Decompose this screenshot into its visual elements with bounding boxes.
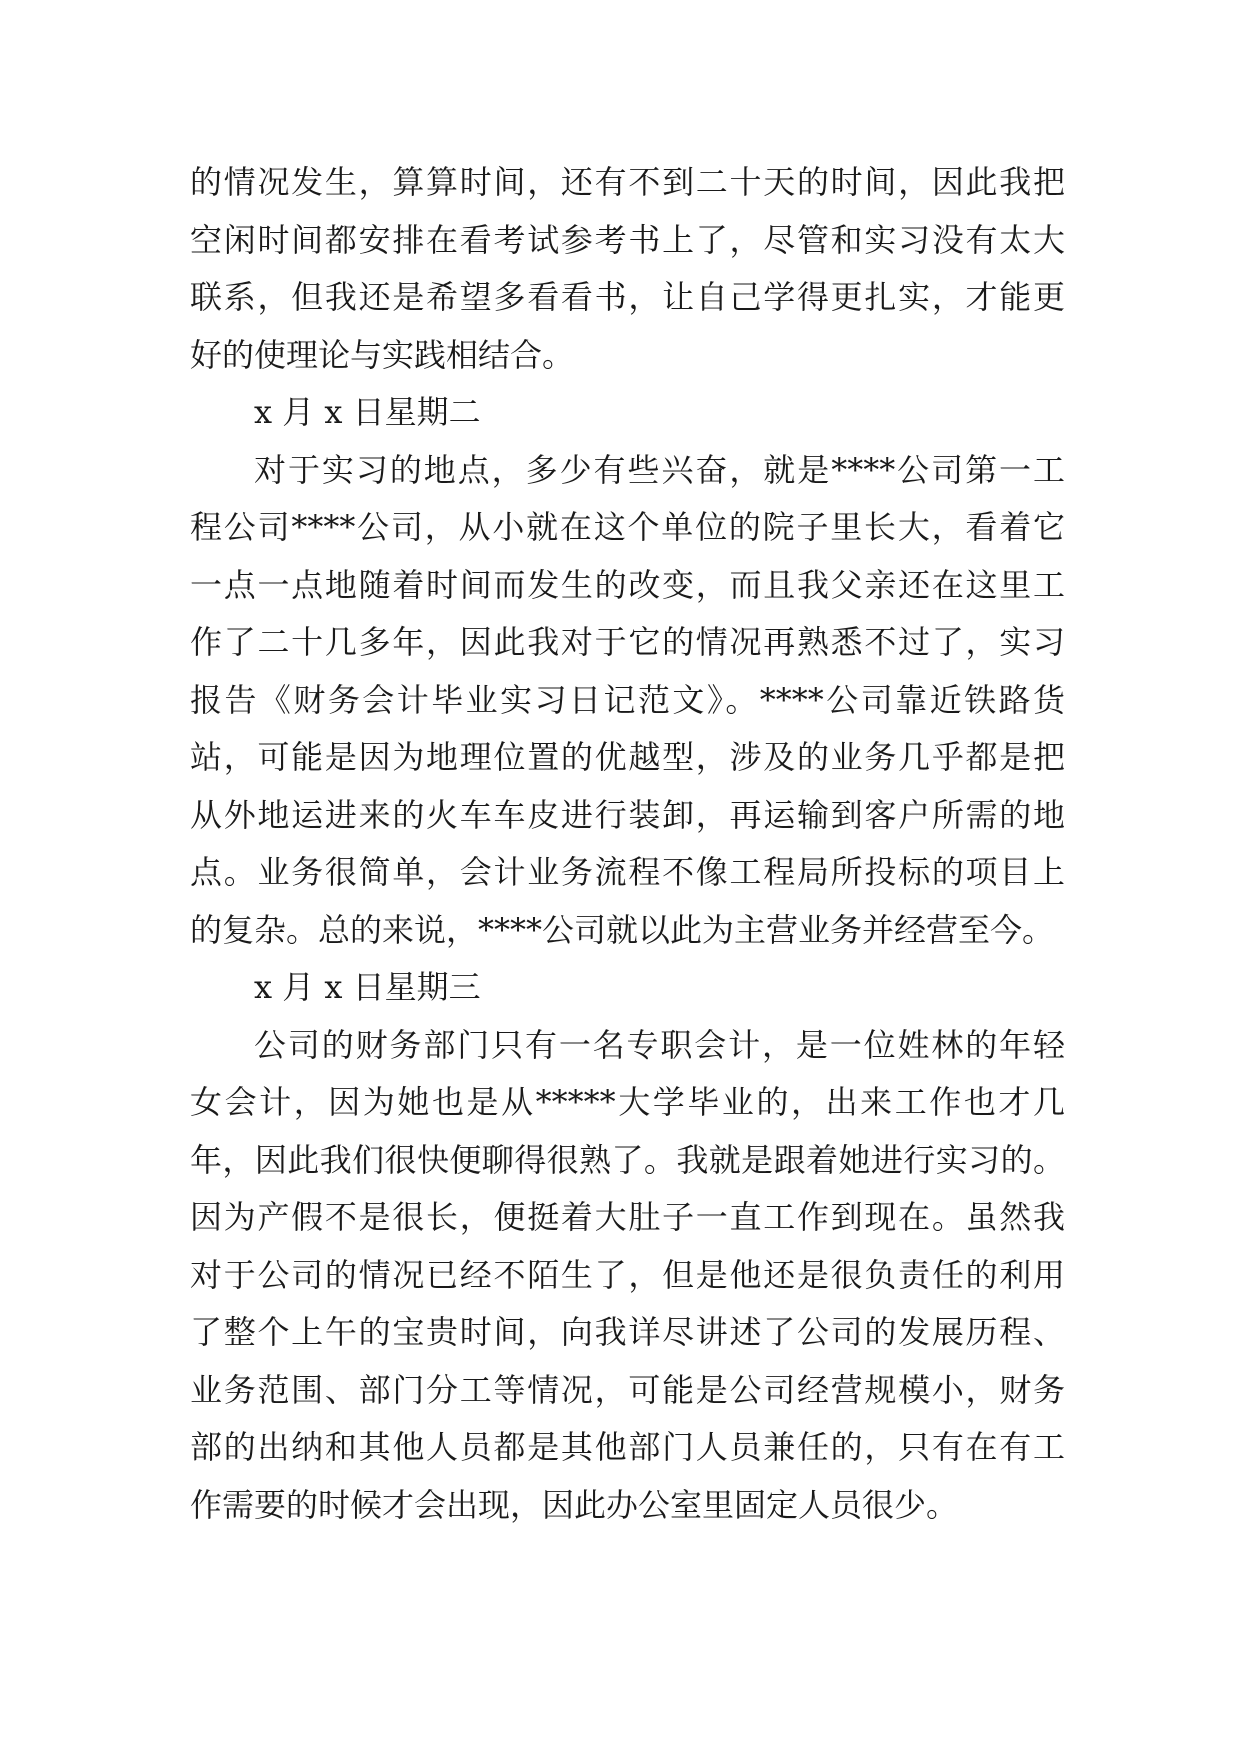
text-line: 联系，但我还是希望多看看书，让自己学得更扎实，才能更	[190, 278, 1065, 316]
text-line: 好的使理论与实践相结合。	[190, 335, 575, 374]
text-line: 对于实习的地点，多少有些兴奋，就是****公司第一工	[254, 450, 1065, 489]
text-line: 点。业务很简单，会计业务流程不像工程局所投标的项目上	[190, 853, 1065, 891]
body-paragraph	[190, 154, 1065, 384]
text-line: 年，因此我们很快便聊得很熟了。我就是跟着她进行实习的。	[190, 1140, 1065, 1179]
text-line: 空闲时间都安排在看考试参考书上了，尽管和实习没有太大	[190, 220, 1065, 259]
text-line: x 月 x 日星期二	[254, 393, 481, 431]
text-line: 作了二十几多年，因此我对于它的情况再熟悉不过了，实习	[190, 623, 1065, 661]
text-line: x 月 x 日星期三	[254, 968, 481, 1006]
text-line: 报告《财务会计毕业实习日记范文》。****公司靠近铁路货	[190, 680, 1065, 719]
text-line: 业务范围、部门分工等情况，可能是公司经营规模小，财务	[190, 1370, 1065, 1409]
body-paragraph	[190, 442, 1065, 960]
text-line: 的复杂。总的来说，****公司就以此为主营业务并经营至今。	[190, 910, 1055, 949]
diary-date-heading	[190, 959, 1065, 1017]
text-line: 部的出纳和其他人员都是其他部门人员兼任的，只有在有工	[190, 1428, 1065, 1466]
text-line: 女会计，因为她也是从*****大学毕业的，出来工作也才几	[190, 1083, 1065, 1121]
text-line: 一点一点地随着时间而发生的改变，而且我父亲还在这里工	[190, 565, 1065, 604]
text-line: 从外地运进来的火车车皮进行装卸，再运输到客户所需的地	[190, 795, 1065, 834]
diary-date-heading	[190, 384, 1065, 442]
body-paragraph	[190, 1017, 1065, 1535]
text-line: 作需要的时候才会出现，因此办公室里固定人员很少。	[190, 1485, 959, 1524]
document-body	[190, 154, 1065, 1534]
text-line: 了整个上午的宝贵时间，向我详尽讲述了公司的发展历程、	[190, 1313, 1065, 1351]
text-line: 站，可能是因为地理位置的优越型，涉及的业务几乎都是把	[190, 738, 1065, 776]
text-line: 对于公司的情况已经不陌生了，但是他还是很负责任的利用	[190, 1255, 1065, 1294]
text-line: 因为产假不是很长，便挺着大肚子一直工作到现在。虽然我	[190, 1198, 1065, 1236]
text-line: 程公司****公司，从小就在这个单位的院子里长大，看着它	[190, 508, 1065, 546]
text-line: 的情况发生，算算时间，还有不到二十天的时间，因此我把	[190, 163, 1065, 201]
text-line: 公司的财务部门只有一名专职会计，是一位姓林的年轻	[254, 1025, 1065, 1064]
